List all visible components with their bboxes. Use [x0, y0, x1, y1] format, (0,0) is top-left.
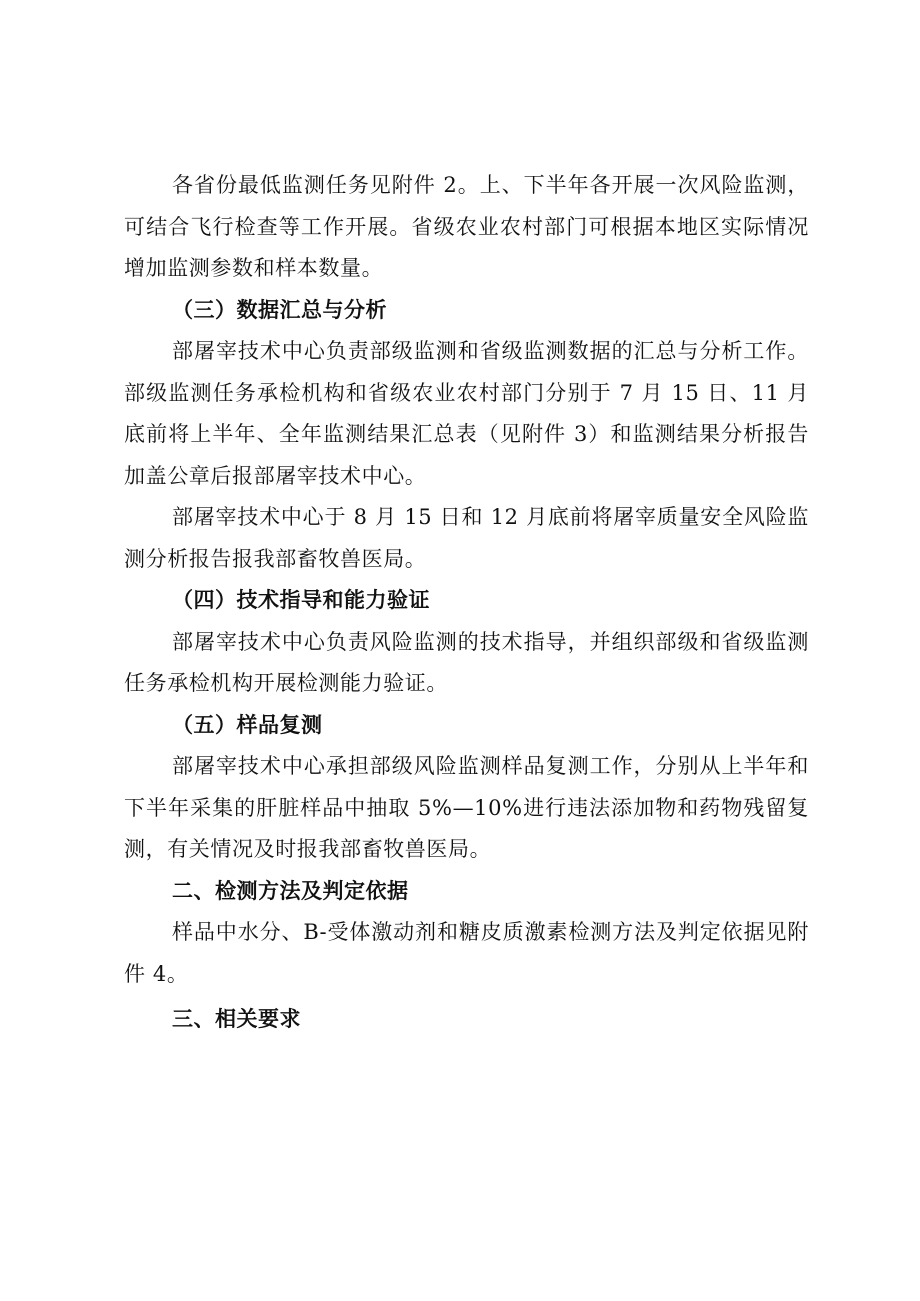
section-heading-requirements: 三、相关要求 [172, 1007, 301, 1031]
paragraph-data-summary: 部屠宰技术中心负责部级监测和省级监测数据的汇总与分析工作。部级监测任务承检机构和省级农业农村部门分别于 7 月 15 日、11 月底前将上半年、全年监测结果汇总表（见附件 3）和监测结果分析报告加盖公章后报部屠宰技术中心。 [124, 339, 809, 488]
paragraph-technical-guidance: 部屠宰技术中心负责风险监测的技术指导，并组织部级和省级监测任务承检机构开展检测能力验证。 [124, 629, 809, 695]
section-heading-testing-methods: 二、检测方法及判定依据 [172, 878, 409, 903]
paragraph-sample-retest: 部屠宰技术中心承担部级风险监测样品复测工作，分别从上半年和下半年采集的肝脏样品中抽取 5%—10%进行违法添加物和药物残留复测，有关情况及时报我部畜牧兽医局。 [124, 754, 809, 861]
subheading-data-summary: （三）数据汇总与分析 [172, 297, 387, 322]
subheading-technical-guidance: （四）技术指导和能力验证 [172, 588, 430, 612]
paragraph-monitoring-tasks: 各省份最低监测任务见附件 2。上、下半年各开展一次风险监测，可结合飞行检查等工作开展。省级农业农村部门可根据本地区实际情况增加监测参数和样本数量。 [124, 173, 809, 280]
document-body [124, 165, 809, 1041]
paragraph-testing-methods: 样品中水分、Β-受体激动剂和糖皮质激素检测方法及判定依据见附件 4。 [124, 920, 809, 986]
subheading-sample-retest: （五）样品复测 [172, 712, 323, 737]
paragraph-risk-report: 部屠宰技术中心于 8 月 15 日和 12 月底前将屠宰质量安全风险监测分析报告报我部畜牧兽医局。 [124, 505, 809, 571]
